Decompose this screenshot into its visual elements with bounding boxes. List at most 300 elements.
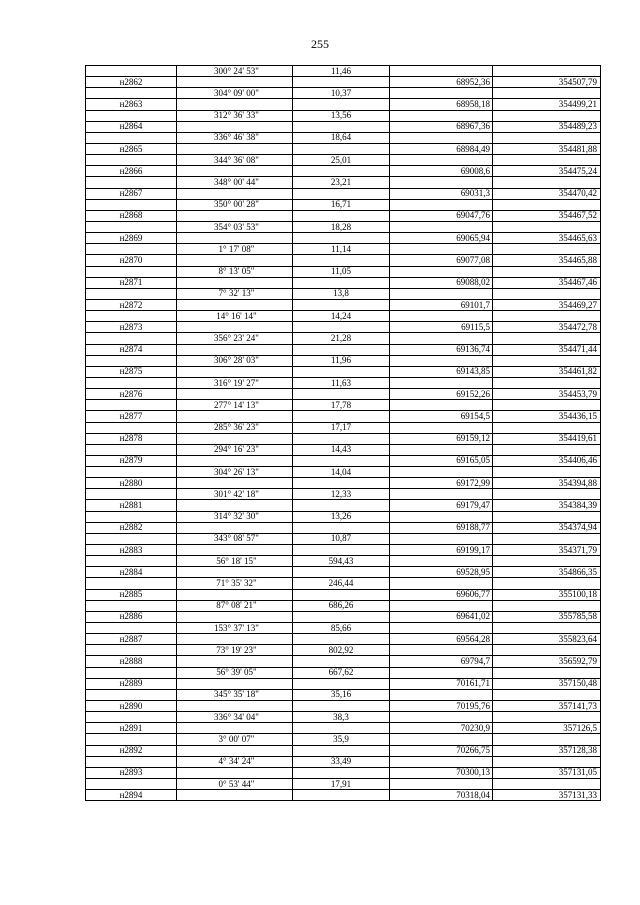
point-name-cell: н2874 (86, 344, 177, 355)
coord-x-cell (390, 66, 493, 77)
point-row (86, 411, 601, 422)
coord-x-cell (390, 110, 493, 121)
point-name-cell (86, 244, 177, 255)
point-name-cell: н2863 (86, 99, 177, 110)
coord-x-cell (390, 132, 493, 143)
segment-row (86, 288, 601, 299)
point-row (86, 366, 601, 377)
segment-angle-cell (177, 322, 293, 333)
segment-angle-cell: 316° 19' 27" (177, 377, 293, 388)
segment-length-cell: 18,64 (293, 132, 390, 143)
point-name-cell (86, 489, 177, 500)
coord-x-cell (390, 288, 493, 299)
segment-angle-cell (177, 589, 293, 600)
segment-length-cell (293, 589, 390, 600)
point-name-cell (86, 199, 177, 210)
point-name-cell: н2886 (86, 611, 177, 622)
coord-y-cell: 354472,78 (493, 322, 601, 333)
coord-x-cell (390, 489, 493, 500)
coord-y-cell: 354499,21 (493, 99, 601, 110)
segment-length-cell (293, 166, 390, 177)
segment-length-cell (293, 99, 390, 110)
segment-angle-cell: 8° 13' 05" (177, 266, 293, 277)
segment-angle-cell: 4° 34' 24" (177, 756, 293, 767)
coord-x-cell (390, 645, 493, 656)
segment-angle-cell (177, 455, 293, 466)
coord-y-cell (493, 511, 601, 522)
point-row (86, 478, 601, 489)
coord-x-cell (390, 667, 493, 678)
point-name-cell: н2870 (86, 255, 177, 266)
segment-angle-cell: 0° 53' 44" (177, 779, 293, 790)
coord-x-cell: 69115,5 (390, 322, 493, 333)
point-name-cell (86, 600, 177, 611)
segment-length-cell (293, 478, 390, 489)
coord-y-cell (493, 667, 601, 678)
segment-length-cell (293, 656, 390, 667)
segment-angle-cell: 356° 23' 24" (177, 333, 293, 344)
segment-angle-cell (177, 143, 293, 154)
point-name-cell: н2876 (86, 389, 177, 400)
segment-length-cell: 12,33 (293, 489, 390, 500)
segment-row (86, 734, 601, 745)
coord-x-cell: 69528,95 (390, 567, 493, 578)
segment-angle-cell (177, 389, 293, 400)
coord-y-cell (493, 623, 601, 634)
coord-x-cell: 70318,04 (390, 790, 493, 801)
segment-length-cell: 11,96 (293, 355, 390, 366)
point-name-cell: н2873 (86, 322, 177, 333)
segment-angle-cell: 56° 39' 05" (177, 667, 293, 678)
coordinates-table-body (86, 66, 601, 801)
point-row (86, 344, 601, 355)
point-name-cell: н2866 (86, 166, 177, 177)
point-row (86, 701, 601, 712)
segment-length-cell: 23,21 (293, 177, 390, 188)
coord-y-cell: 354481,88 (493, 143, 601, 154)
segment-row (86, 311, 601, 322)
coord-x-cell: 69159,12 (390, 433, 493, 444)
coord-y-cell (493, 132, 601, 143)
point-name-cell: н2892 (86, 745, 177, 756)
coord-x-cell (390, 467, 493, 478)
point-name-cell: н2865 (86, 143, 177, 154)
segment-length-cell (293, 545, 390, 556)
segment-angle-cell (177, 790, 293, 801)
segment-length-cell (293, 433, 390, 444)
segment-length-cell: 686,26 (293, 600, 390, 611)
coord-y-cell (493, 221, 601, 232)
coord-x-cell: 70230,9 (390, 723, 493, 734)
segment-row (86, 400, 601, 411)
point-name-cell (86, 556, 177, 567)
point-row (86, 99, 601, 110)
coord-y-cell (493, 66, 601, 77)
segment-length-cell (293, 344, 390, 355)
point-row (86, 790, 601, 801)
page-number: 255 (311, 37, 329, 51)
coord-y-cell: 356592,79 (493, 656, 601, 667)
segment-row (86, 88, 601, 99)
coord-y-cell: 357150,48 (493, 678, 601, 689)
coord-x-cell: 69606,77 (390, 589, 493, 600)
segment-angle-cell: 277° 14' 13" (177, 400, 293, 411)
point-name-cell (86, 377, 177, 388)
point-name-cell (86, 333, 177, 344)
point-name-cell: н2890 (86, 701, 177, 712)
coord-y-cell: 355100,18 (493, 589, 601, 600)
coord-x-cell: 70161,71 (390, 678, 493, 689)
coord-x-cell: 68984,49 (390, 143, 493, 154)
segment-angle-cell (177, 210, 293, 221)
coord-x-cell: 70266,75 (390, 745, 493, 756)
coord-y-cell: 354470,42 (493, 188, 601, 199)
point-row (86, 611, 601, 622)
coord-x-cell (390, 199, 493, 210)
coordinates-table (85, 65, 601, 801)
segment-length-cell: 13,26 (293, 511, 390, 522)
segment-angle-cell: 336° 46' 38" (177, 132, 293, 143)
point-name-cell (86, 667, 177, 678)
segment-length-cell: 17,78 (293, 400, 390, 411)
coord-x-cell: 70195,76 (390, 701, 493, 712)
point-name-cell (86, 689, 177, 700)
segment-length-cell (293, 366, 390, 377)
segment-length-cell: 85,66 (293, 623, 390, 634)
segment-row (86, 132, 601, 143)
coord-y-cell: 355785,58 (493, 611, 601, 622)
point-row (86, 299, 601, 310)
coord-y-cell (493, 333, 601, 344)
point-row (86, 255, 601, 266)
segment-angle-cell: 285° 36' 23" (177, 422, 293, 433)
segment-angle-cell (177, 545, 293, 556)
coord-x-cell (390, 88, 493, 99)
segment-row (86, 244, 601, 255)
segment-length-cell: 11,63 (293, 377, 390, 388)
coord-y-cell: 354465,88 (493, 255, 601, 266)
segment-angle-cell (177, 656, 293, 667)
coord-y-cell: 354469,27 (493, 299, 601, 310)
segment-row (86, 623, 601, 634)
segment-length-cell: 38,3 (293, 712, 390, 723)
coord-x-cell: 69047,76 (390, 210, 493, 221)
coord-y-cell: 357128,38 (493, 745, 601, 756)
segment-angle-cell: 336° 34' 04" (177, 712, 293, 723)
coord-y-cell (493, 467, 601, 478)
segment-angle-cell: 350° 00' 28" (177, 199, 293, 210)
segment-row (86, 511, 601, 522)
point-row (86, 121, 601, 132)
segment-length-cell: 10,87 (293, 533, 390, 544)
point-name-cell: н2877 (86, 411, 177, 422)
point-name-cell (86, 355, 177, 366)
coord-x-cell (390, 177, 493, 188)
point-row (86, 233, 601, 244)
segment-angle-cell (177, 99, 293, 110)
segment-length-cell: 667,62 (293, 667, 390, 678)
point-name-cell: н2882 (86, 522, 177, 533)
coord-y-cell (493, 712, 601, 723)
coord-y-cell (493, 422, 601, 433)
segment-length-cell: 594,43 (293, 556, 390, 567)
segment-length-cell (293, 790, 390, 801)
coord-y-cell (493, 88, 601, 99)
segment-length-cell (293, 233, 390, 244)
coord-x-cell (390, 266, 493, 277)
coord-x-cell (390, 556, 493, 567)
segment-angle-cell (177, 723, 293, 734)
coord-y-cell: 354467,52 (493, 210, 601, 221)
point-name-cell: н2872 (86, 299, 177, 310)
segment-angle-cell: 14° 16' 14" (177, 311, 293, 322)
segment-row (86, 221, 601, 232)
segment-angle-cell: 348° 00' 44" (177, 177, 293, 188)
coord-x-cell: 69101,7 (390, 299, 493, 310)
segment-angle-cell (177, 678, 293, 689)
coord-y-cell (493, 311, 601, 322)
point-name-cell (86, 756, 177, 767)
point-name-cell (86, 645, 177, 656)
coord-y-cell (493, 155, 601, 166)
point-name-cell: н2891 (86, 723, 177, 734)
coord-x-cell: 69564,28 (390, 634, 493, 645)
point-name-cell (86, 110, 177, 121)
coord-y-cell: 354394,88 (493, 478, 601, 489)
segment-length-cell (293, 567, 390, 578)
coord-y-cell: 354866,35 (493, 567, 601, 578)
segment-angle-cell (177, 745, 293, 756)
segment-row (86, 355, 601, 366)
segment-length-cell (293, 255, 390, 266)
coord-x-cell: 69031,3 (390, 188, 493, 199)
coord-x-cell (390, 623, 493, 634)
segment-length-cell (293, 745, 390, 756)
segment-angle-cell (177, 567, 293, 578)
segment-length-cell: 17,17 (293, 422, 390, 433)
point-name-cell (86, 578, 177, 589)
point-row (86, 545, 601, 556)
point-name-cell (86, 311, 177, 322)
coord-y-cell: 354489,23 (493, 121, 601, 132)
coord-y-cell: 357126,5 (493, 723, 601, 734)
segment-length-cell: 25,01 (293, 155, 390, 166)
point-name-cell (86, 712, 177, 723)
segment-length-cell: 11,14 (293, 244, 390, 255)
coord-y-cell (493, 377, 601, 388)
segment-row (86, 333, 601, 344)
point-row (86, 210, 601, 221)
segment-length-cell (293, 77, 390, 88)
coord-x-cell (390, 377, 493, 388)
coord-y-cell (493, 110, 601, 121)
coord-x-cell (390, 533, 493, 544)
segment-length-cell: 21,28 (293, 333, 390, 344)
coord-x-cell: 69172,99 (390, 478, 493, 489)
coord-x-cell: 69088,02 (390, 277, 493, 288)
coord-y-cell (493, 578, 601, 589)
segment-row (86, 645, 601, 656)
segment-row (86, 779, 601, 790)
segment-angle-cell: 343° 08' 57" (177, 533, 293, 544)
segment-angle-cell: 306° 28' 03" (177, 355, 293, 366)
segment-angle-cell: 1° 17' 08" (177, 244, 293, 255)
point-name-cell: н2884 (86, 567, 177, 578)
segment-length-cell: 11,05 (293, 266, 390, 277)
coord-x-cell: 70300,13 (390, 767, 493, 778)
segment-length-cell: 10,37 (293, 88, 390, 99)
point-row (86, 77, 601, 88)
coord-y-cell (493, 400, 601, 411)
coord-y-cell (493, 489, 601, 500)
coord-x-cell: 68967,36 (390, 121, 493, 132)
coord-x-cell (390, 689, 493, 700)
segment-angle-cell: 294° 16' 23" (177, 444, 293, 455)
coord-y-cell (493, 355, 601, 366)
coord-x-cell: 69143,85 (390, 366, 493, 377)
segment-length-cell (293, 210, 390, 221)
segment-angle-cell: 312° 36' 33" (177, 110, 293, 121)
segment-angle-cell (177, 701, 293, 712)
segment-row (86, 489, 601, 500)
segment-length-cell (293, 121, 390, 132)
coord-x-cell: 69188,77 (390, 522, 493, 533)
coord-x-cell (390, 756, 493, 767)
segment-angle-cell (177, 478, 293, 489)
segment-angle-cell: 304° 26' 13" (177, 467, 293, 478)
coord-y-cell (493, 779, 601, 790)
coord-y-cell (493, 533, 601, 544)
segment-row (86, 533, 601, 544)
coord-y-cell (493, 199, 601, 210)
segment-angle-cell: 7° 32' 13" (177, 288, 293, 299)
coord-y-cell: 354507,79 (493, 77, 601, 88)
point-name-cell (86, 734, 177, 745)
point-row (86, 656, 601, 667)
coord-x-cell: 69179,47 (390, 500, 493, 511)
point-name-cell (86, 266, 177, 277)
point-name-cell: н2881 (86, 500, 177, 511)
coord-x-cell (390, 444, 493, 455)
segment-length-cell: 16,71 (293, 199, 390, 210)
coord-x-cell: 69154,5 (390, 411, 493, 422)
segment-angle-cell (177, 344, 293, 355)
point-row (86, 188, 601, 199)
segment-length-cell: 246,44 (293, 578, 390, 589)
coord-y-cell: 354406,46 (493, 455, 601, 466)
coord-x-cell (390, 712, 493, 723)
coord-y-cell (493, 645, 601, 656)
segment-angle-cell: 73° 19' 23" (177, 645, 293, 656)
point-row (86, 723, 601, 734)
coord-x-cell (390, 578, 493, 589)
coord-x-cell: 69065,94 (390, 233, 493, 244)
coord-y-cell (493, 689, 601, 700)
coord-x-cell (390, 511, 493, 522)
coord-y-cell: 354453,79 (493, 389, 601, 400)
coord-y-cell: 357131,05 (493, 767, 601, 778)
point-name-cell (86, 155, 177, 166)
coord-y-cell: 354419,61 (493, 433, 601, 444)
segment-length-cell (293, 634, 390, 645)
segment-length-cell (293, 723, 390, 734)
point-row (86, 277, 601, 288)
point-name-cell: н2864 (86, 121, 177, 132)
segment-angle-cell (177, 121, 293, 132)
point-name-cell: н2868 (86, 210, 177, 221)
segment-length-cell (293, 701, 390, 712)
segment-angle-cell (177, 433, 293, 444)
segment-length-cell (293, 143, 390, 154)
segment-row (86, 667, 601, 678)
point-name-cell: н2867 (86, 188, 177, 199)
segment-angle-cell (177, 299, 293, 310)
segment-angle-cell: 300° 24' 53" (177, 66, 293, 77)
point-name-cell (86, 177, 177, 188)
segment-angle-cell: 301° 42' 18" (177, 489, 293, 500)
segment-length-cell (293, 455, 390, 466)
coord-y-cell: 354467,46 (493, 277, 601, 288)
segment-length-cell: 18,28 (293, 221, 390, 232)
segment-row (86, 689, 601, 700)
coord-y-cell: 354436,15 (493, 411, 601, 422)
point-name-cell (86, 288, 177, 299)
point-name-cell: н2869 (86, 233, 177, 244)
point-name-cell: н2879 (86, 455, 177, 466)
coord-y-cell (493, 266, 601, 277)
point-row (86, 767, 601, 778)
point-row (86, 433, 601, 444)
point-name-cell: н2875 (86, 366, 177, 377)
coord-y-cell (493, 756, 601, 767)
segment-length-cell (293, 522, 390, 533)
point-name-cell (86, 533, 177, 544)
segment-angle-cell (177, 522, 293, 533)
coord-y-cell: 354371,79 (493, 545, 601, 556)
point-name-cell: н2883 (86, 545, 177, 556)
point-row (86, 589, 601, 600)
segment-angle-cell (177, 188, 293, 199)
coord-x-cell (390, 779, 493, 790)
segment-length-cell: 13,56 (293, 110, 390, 121)
point-row (86, 143, 601, 154)
coord-x-cell: 69152,26 (390, 389, 493, 400)
coord-x-cell (390, 311, 493, 322)
segment-angle-cell: 344° 36' 08" (177, 155, 293, 166)
point-row (86, 389, 601, 400)
point-name-cell: н2885 (86, 589, 177, 600)
segment-length-cell (293, 277, 390, 288)
coord-x-cell: 69199,17 (390, 545, 493, 556)
segment-angle-cell (177, 500, 293, 511)
segment-length-cell (293, 411, 390, 422)
segment-length-cell (293, 322, 390, 333)
segment-row (86, 422, 601, 433)
point-name-cell: н2887 (86, 634, 177, 645)
point-name-cell (86, 400, 177, 411)
coord-y-cell (493, 244, 601, 255)
segment-angle-cell: 354° 03' 53" (177, 221, 293, 232)
coord-x-cell: 69136,74 (390, 344, 493, 355)
point-name-cell: н2889 (86, 678, 177, 689)
point-name-cell: н2880 (86, 478, 177, 489)
point-row (86, 522, 601, 533)
segment-row (86, 110, 601, 121)
segment-row (86, 467, 601, 478)
coord-y-cell (493, 444, 601, 455)
point-row (86, 634, 601, 645)
segment-angle-cell: 153° 37' 13" (177, 623, 293, 634)
